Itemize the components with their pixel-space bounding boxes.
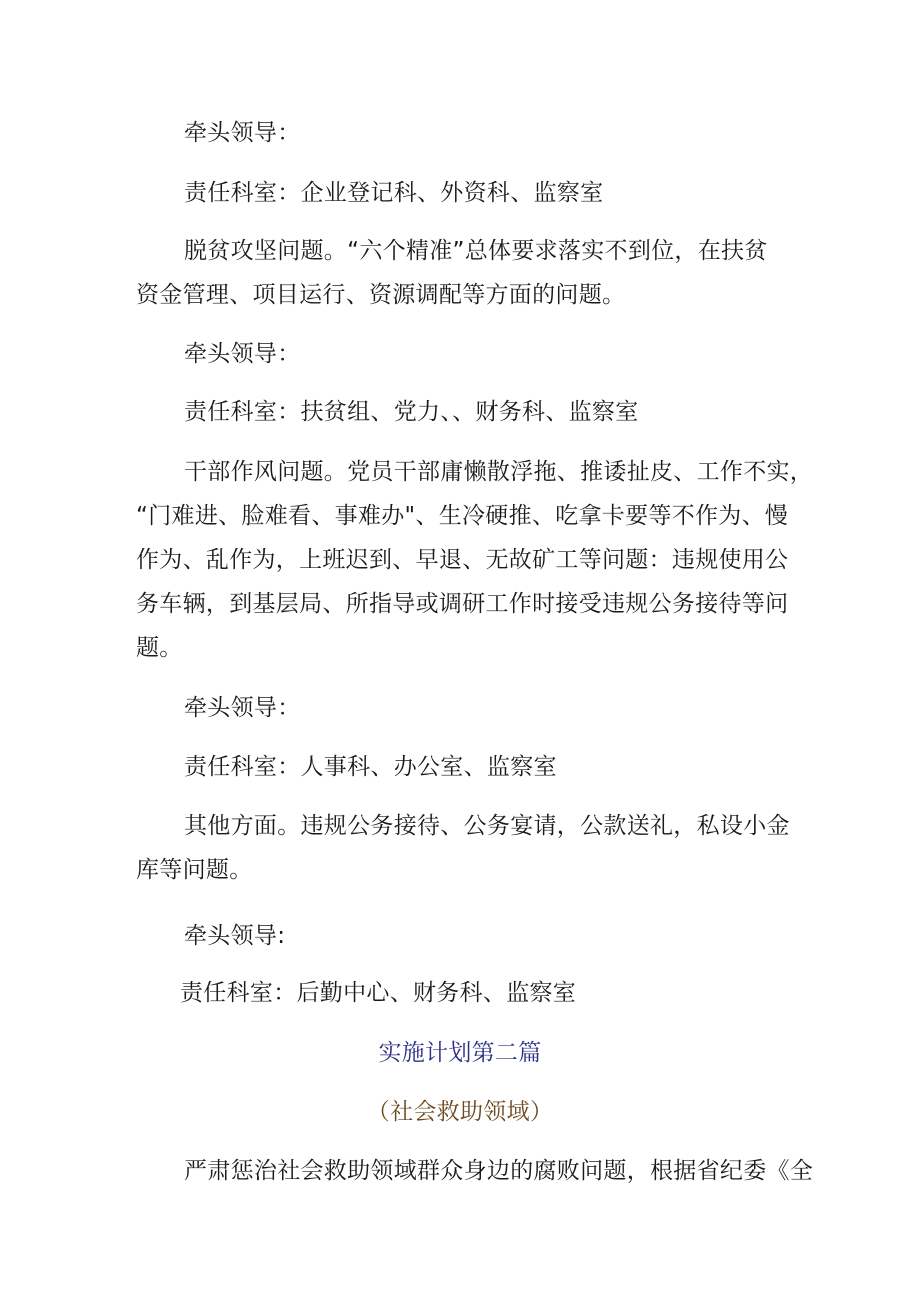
lead-leader-label-3: 牵头领导：: [184, 695, 301, 721]
paragraph-style-line-1: 干部作风问题。党员干部庸懒散浮拖、推诿扯皮、工作不实，: [184, 459, 814, 485]
paragraph-poverty-line-1: 脱贫攻坚问题。“六个精准”总体要求落实不到位，在扶贫: [184, 238, 768, 264]
responsible-office-3: 责任科室：人事科、办公室、监察室: [184, 754, 557, 780]
lead-leader-label-1: 牵头领导：: [184, 120, 301, 146]
lead-leader-label-2: 牵头领导：: [184, 341, 301, 367]
responsible-office-2: 责任科室：扶贫组、党力、、财务科、监察室: [184, 399, 639, 425]
paragraph-other-line-1: 其他方面。违规公务接待、公务宴请，公款送礼，私设小金: [184, 813, 790, 839]
paragraph-style-line-4: 务车辆，到基层局、所指导或调研工作时接受违规公务接待等问: [136, 591, 789, 617]
responsible-office-1: 责任科室：企业登记科、外资科、监察室: [184, 180, 604, 206]
paragraph-intro-line-1: 严肃惩治社会救助领域群众身边的腐败问题，根据省纪委《全: [184, 1158, 814, 1184]
paragraph-style-line-3: 作为、乱作为，上班迟到、早退、无故矿工等问题：违规使用公: [136, 547, 789, 573]
paragraph-other-line-2: 库等问题。: [136, 857, 253, 883]
paragraph-poverty-line-2: 资金管理、项目运行、资源调配等方面的问题。: [136, 282, 626, 308]
paragraph-style-line-2: “门难进、脸难看、事难办"、生冷硬推、吃拿卡要等不作为、慢: [136, 503, 789, 529]
paragraph-style-line-5: 题。: [136, 635, 183, 661]
section-subtitle: （社会救助领域）: [366, 1099, 554, 1125]
section-title: 实施计划第二篇: [378, 1040, 542, 1066]
responsible-office-4: 责任科室：后勤中心、财务科、监察室: [180, 980, 577, 1006]
lead-leader-label-4: 牵头领导:: [184, 923, 286, 949]
